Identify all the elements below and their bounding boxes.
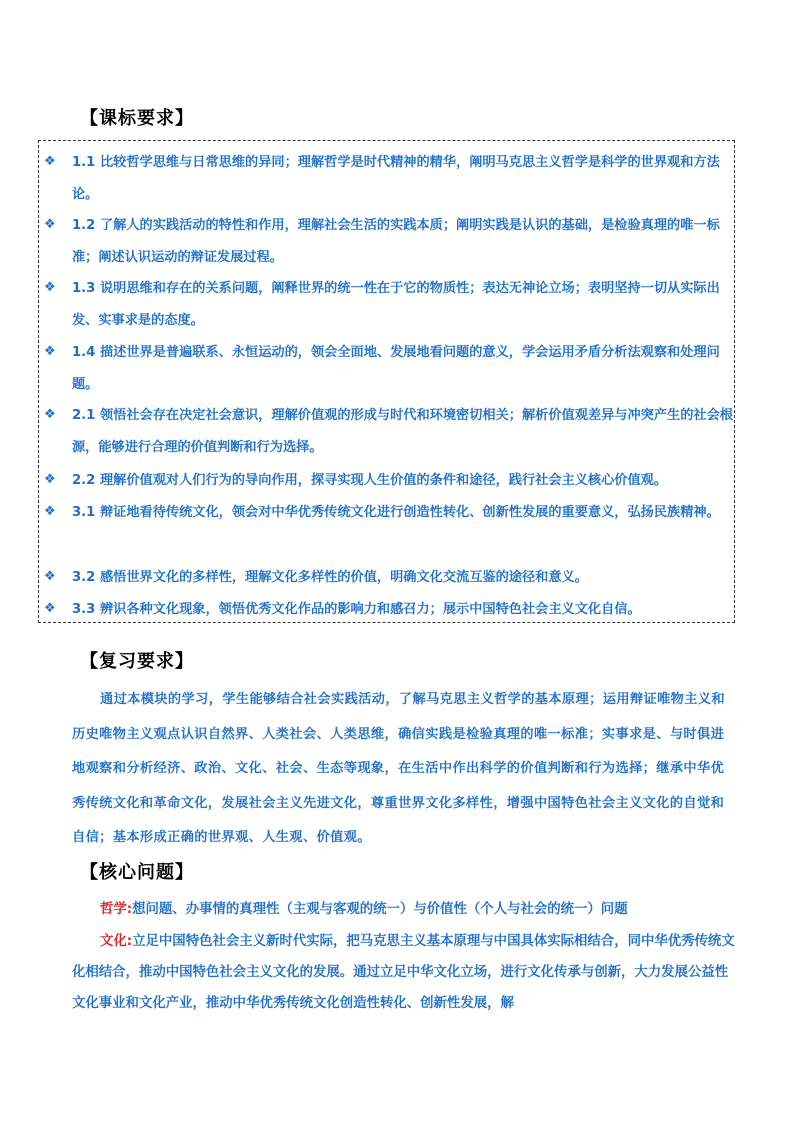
requirement-text: 3.1 辩证地看待传统文化，领会对中华优秀传统文化进行创造性转化、创新性发展的重要意义，弘扬民族精神。 [72,505,720,520]
culture-text: 立足中国特色社会主义新时代实际，把马克思主义基本原理与中国具体实际相结合，同中华优秀传统文化相结合，推动中国特色社会主义文化的发展。通过立足中华文化立场，进行文化传承与创新，大力发展公益性文化事业和文化产业，推动中华优秀传统文化创造性转化、创新性发展，解 [72,934,735,1011]
requirement-text: 2.1 领悟社会存在决定社会意识，理解价值观的形成与时代和环境密切相关；解析价值观差异与冲突产生的社会根源，能够进行合理的价值判断和行为选择。 [72,408,733,455]
requirement-text: 1.3 说明思维和存在的关系问题，阐释世界的统一性在于它的物质性；表达无神论立场；表明坚持一切从实际出发、实事求是的态度。 [72,281,720,328]
requirement-item [44,400,734,464]
requirement-text: 3.3 辨识各种文化现象，领悟优秀文化作品的影响力和感召力；展示中国特色社会主义文化自信。 [72,602,641,617]
requirement-item [44,337,734,401]
requirement-item [44,273,734,337]
curriculum-title: 【课标要求】 [80,108,194,129]
core-culture [72,926,737,1019]
philosophy-label: 哲学: [100,902,133,917]
diamond-bullet-icon: ❖ [44,154,56,169]
diamond-bullet-icon: ❖ [44,407,56,422]
diamond-bullet-icon: ❖ [44,472,56,487]
philosophy-text: 想问题、办事情的真理性（主观与客观的统一）与价值性（个人与社会的统一）问题 [132,902,628,917]
requirement-text: 2.2 理解价值观对人们行为的导向作用，探寻实现人生价值的条件和途径，践行社会主义核心价值观。 [72,473,668,488]
culture-label: 文化: [100,934,133,949]
core-philosophy [72,894,737,925]
diamond-bullet-icon: ❖ [44,344,56,359]
requirement-text: 3.2 感悟世界文化的多样性，理解文化多样性的价值，明确文化交流互鉴的途径和意义。 [72,570,588,585]
requirement-item [44,562,734,594]
review-paragraph: 通过本模块的学习，学生能够结合社会实践活动，了解马克思主义哲学的基本原理；运用辩证唯物主义和历史唯物主义观点认识自然界、人类社会、人类思维，确信实践是检验真理的唯一标准；实事求是、与时俱进地观察和分析经济、政治、文化、社会、生态等现象，在生活中作出科学的价值判断和行为选择；继承中华优秀传统文化和革命文化，发展社会主义先进文化，尊重世界文化多样性，增强中国特色社会主义文化的自觉和自信；基本形成正确的世界观、人生观、价值观。 [72,692,726,845]
requirement-item [44,147,734,211]
review-title: 【复习要求】 [80,651,194,672]
diamond-bullet-icon: ❖ [44,601,56,616]
requirement-item [44,210,734,274]
requirement-text: 1.1 比较哲学思维与日常思维的异同；理解哲学是时代精神的精华，阐明马克思主义哲学是科学的世界观和方法论。 [72,155,720,202]
requirement-item [44,465,734,497]
diamond-bullet-icon: ❖ [44,569,56,584]
diamond-bullet-icon: ❖ [44,504,56,519]
diamond-bullet-icon: ❖ [44,217,56,232]
core-title: 【核心问题】 [80,862,194,883]
requirement-text: 1.2 了解人的实践活动的特性和作用，理解社会生活的实践本质；阐明实践是认识的基础，是检验真理的唯一标准；阐述认识运动的辩证发展过程。 [72,218,720,265]
requirement-item [44,497,734,529]
requirement-item [44,594,734,626]
requirement-text: 1.4 描述世界是普遍联系、永恒运动的，领会全面地、发展地看问题的意义，学会运用矛盾分析法观察和处理问题。 [72,345,720,392]
diamond-bullet-icon: ❖ [44,280,56,295]
